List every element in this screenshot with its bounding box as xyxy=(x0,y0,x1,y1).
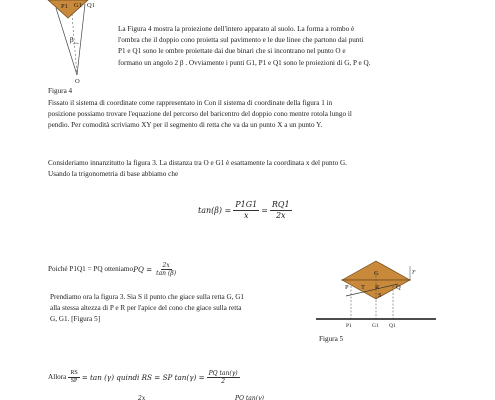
fig5-line: Prendiamo ora la figura 3. Sia S il punto che giace sulla retta G, G1 xyxy=(50,293,245,301)
fig3-line: Consideriamo innanzitutto la figura 3. La distanza tra O e G1 è esattamente la coordinata x del punto G. xyxy=(48,159,347,167)
poiche-num: 2x xyxy=(162,262,170,269)
poiche-frac xyxy=(154,262,178,277)
fig3-line: Usando la trigonometria di base abbiamo che xyxy=(48,170,179,179)
fig5-line: G, G1. [Figura 5] xyxy=(50,315,101,324)
cut-frac-b: PQ tan(γ) xyxy=(235,395,264,400)
axis-dashed xyxy=(72,14,77,75)
label-o: O xyxy=(75,78,80,85)
figure3-paragraph xyxy=(48,158,448,180)
label-s: S xyxy=(378,292,382,299)
coord-line: posizione possiamo trovare l'equazione del percorso del baricentro del doppio cono mentre rotola lungo il xyxy=(48,110,352,119)
allora-frac-2 xyxy=(207,370,240,385)
fig5-line: alla stessa altezza di P e R per l'apice del cono che giace sulla retta xyxy=(50,304,242,313)
eq-equals: = xyxy=(261,205,268,215)
poiche-line xyxy=(48,262,180,277)
allora-frac-1-num: RS xyxy=(70,370,78,376)
label-q1: Q1 xyxy=(87,2,95,9)
equation-tan-beta xyxy=(198,200,294,221)
cut-off-line xyxy=(138,393,398,400)
label-g1: G1 xyxy=(372,323,379,329)
allora-frac-2-num: PQ tan(γ) xyxy=(208,370,238,377)
eq-frac-1 xyxy=(233,200,259,221)
figure-5-diagram xyxy=(316,258,436,333)
eq-frac-2-den: 2x xyxy=(275,211,286,220)
label-q1: Q1 xyxy=(389,323,396,329)
cut-frac-a: 2x xyxy=(138,395,146,400)
label-beta: β xyxy=(70,36,74,44)
intro-paragraph xyxy=(118,24,453,69)
track-left xyxy=(56,8,77,75)
label-t: T xyxy=(361,284,365,291)
allora-prefix: Allora xyxy=(48,372,67,381)
coordinate-paragraph xyxy=(48,98,443,132)
allora-frac-2-den: 2 xyxy=(221,378,226,385)
label-p: P xyxy=(345,284,349,291)
coord-line: pendio. Per comodità scriviamo XY per il segmento di retta che va da un punto X a un punto Y. xyxy=(48,121,323,130)
label-p1: P1 xyxy=(346,323,352,329)
eq-lhs: tan(β) = xyxy=(198,205,232,215)
beta-arc xyxy=(73,43,79,44)
label-q: Q xyxy=(396,284,401,291)
figure-4-caption: Figura 4 xyxy=(48,87,73,95)
label-g1: G1 xyxy=(74,2,82,9)
allora-frac-1 xyxy=(68,370,79,385)
poiche-den: tan (β) xyxy=(156,270,177,277)
track-right xyxy=(77,4,85,75)
label-r-italic: r xyxy=(412,268,416,276)
intro-line: formano un angolo 2 β . Ovviamente i punti G1, P1 e Q1 sono le proiezioni di G, P e Q. xyxy=(118,58,371,67)
intro-line: l'ombra che il doppio cono proietta sul pavimento e le due linee che partono dai punti xyxy=(118,36,364,45)
poiche-lhs: PQ = xyxy=(133,264,153,274)
label-r: R xyxy=(375,284,380,291)
eq-frac-1-den: x xyxy=(243,211,249,220)
eq-frac-1-num: P1G1 xyxy=(235,200,258,209)
allora-line xyxy=(48,370,242,385)
figure-4-diagram xyxy=(40,0,115,90)
eq-frac-2 xyxy=(270,200,292,221)
poiche-prefix: Poiché P1Q1 = PQ otteniamo xyxy=(48,264,134,273)
figure5-paragraph xyxy=(50,292,315,326)
eq-frac-2-num: RQ1 xyxy=(271,200,290,209)
coord-line: Fissato il sistema di coordinate come rappresentato in Con il sistema di coordinate della figura 1 in xyxy=(48,99,333,107)
allora-mid: = tan (γ) quindi RS = SP tan(γ) = xyxy=(81,372,205,382)
figure-5-caption: Figura 5 xyxy=(319,335,344,343)
intro-line: P1 e Q1 sono le ombre proiettate dai due binari che si incontrano nel punto O e xyxy=(118,47,346,56)
label-g: G xyxy=(374,270,379,277)
intro-line: La Figura 4 mostra la proiezione dell'intero apparato al suolo. La forma a rombo è xyxy=(118,25,355,33)
label-p1: P1 xyxy=(61,3,68,10)
allora-frac-1-den: SP xyxy=(70,378,78,384)
rhombus-shadow xyxy=(48,0,88,18)
